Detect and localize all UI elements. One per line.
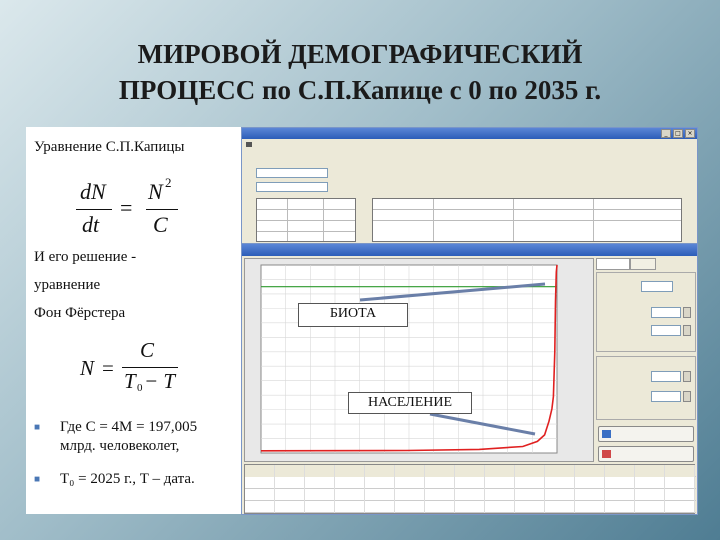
x-min-spinner[interactable] [683, 307, 691, 318]
table-cell[interactable] [515, 489, 545, 501]
table-cell[interactable] [635, 465, 665, 477]
table-cell[interactable] [635, 501, 665, 513]
table-cell[interactable] [245, 477, 275, 489]
grid-line [257, 231, 355, 232]
eq1-rhs-numerator: N [148, 179, 163, 204]
table-cell[interactable] [335, 465, 365, 477]
eq2-fraction-bar [122, 367, 178, 368]
table-cell[interactable] [365, 477, 395, 489]
chart-window[interactable] [241, 243, 698, 515]
eq1-lhs-fraction-bar [76, 209, 112, 210]
kapitsa-equation [76, 175, 196, 249]
table-cell[interactable] [395, 489, 425, 501]
bullet-2-text: T₀ = 2025 г., T – дата. [60, 471, 195, 487]
param-field-2[interactable] [256, 182, 328, 192]
eq2-den-t0: T [124, 369, 136, 393]
table-cell[interactable] [425, 489, 455, 501]
explanation-column [34, 127, 239, 514]
title-line-2: ПРОЦЕСС по С.П.Капице с 0 по 2035 г. [118, 75, 602, 105]
x-axis-group [596, 272, 696, 352]
save-icon [602, 430, 611, 438]
table-cell[interactable] [395, 465, 425, 477]
table-cell[interactable] [635, 477, 665, 489]
eq2-lhs: N [80, 356, 95, 380]
table-cell[interactable] [395, 501, 425, 513]
eq1-lhs-denominator: dt [82, 212, 100, 237]
table-cell[interactable] [365, 465, 395, 477]
table-cell[interactable] [335, 489, 365, 501]
table-cell[interactable] [275, 489, 305, 501]
table-cell[interactable] [275, 477, 305, 489]
table-cell[interactable] [425, 465, 455, 477]
table-cell[interactable] [305, 501, 335, 513]
biota-callout: БИОТА [298, 303, 408, 327]
table-cell[interactable] [515, 501, 545, 513]
grid-line [257, 220, 355, 221]
eq2-numerator: C [140, 338, 155, 362]
y-min-spinner[interactable] [683, 371, 691, 382]
table-cell[interactable] [305, 465, 335, 477]
table-cell[interactable] [575, 477, 605, 489]
print-chart-button[interactable] [598, 446, 694, 462]
table-cell[interactable] [485, 501, 515, 513]
table-cell[interactable] [665, 477, 695, 489]
table-cell[interactable] [545, 477, 575, 489]
color-select[interactable] [641, 281, 673, 292]
minimize-button[interactable]: _ [661, 129, 671, 138]
table-cell[interactable] [425, 501, 455, 513]
table-cell[interactable] [455, 489, 485, 501]
table-row [245, 501, 696, 513]
tab-settings[interactable] [596, 258, 630, 270]
grid-line [373, 220, 681, 221]
background-window-titlebar[interactable] [242, 128, 697, 139]
bullet-item-1 [34, 419, 239, 459]
tab-secondary[interactable] [630, 258, 656, 270]
table-cell[interactable] [455, 501, 485, 513]
slide-title [0, 36, 720, 108]
table-cell[interactable] [245, 501, 275, 513]
close-button[interactable]: × [685, 129, 695, 138]
table-cell[interactable] [515, 477, 545, 489]
grid-line [257, 209, 355, 210]
solution-text-3: Фон Фёрстера [34, 305, 126, 321]
table-cell[interactable] [365, 489, 395, 501]
table-cell[interactable] [665, 489, 695, 501]
table-cell[interactable] [575, 489, 605, 501]
table-cell[interactable] [275, 465, 305, 477]
table-cell[interactable] [635, 489, 665, 501]
table-cell[interactable] [545, 489, 575, 501]
table-cell[interactable] [605, 501, 635, 513]
background-app-window[interactable] [241, 127, 698, 245]
population-callout: НАСЕЛЕНИЕ [348, 392, 472, 414]
grid-line [513, 199, 514, 241]
table-cell[interactable] [605, 489, 635, 501]
data-table[interactable] [244, 464, 695, 514]
maximize-button[interactable]: □ [673, 129, 683, 138]
eq2-den-rest: − T [144, 369, 176, 393]
table-cell[interactable] [545, 465, 575, 477]
table-cell[interactable] [485, 477, 515, 489]
print-icon [602, 450, 611, 458]
table-cell[interactable] [395, 477, 425, 489]
table-cell[interactable] [365, 501, 395, 513]
equation-heading: Уравнение С.П.Капицы [34, 139, 185, 155]
background-input-grid[interactable] [256, 198, 356, 242]
table-row [245, 489, 696, 501]
eq1-rhs-exponent: 2 [165, 175, 172, 190]
x-max-spinner[interactable] [683, 325, 691, 336]
table-cell[interactable] [455, 465, 485, 477]
param-field-1[interactable] [256, 168, 328, 178]
table-cell[interactable] [425, 477, 455, 489]
chart-plot-area [244, 258, 594, 462]
y-max-spinner[interactable] [683, 391, 691, 402]
eq1-rhs-denominator: C [153, 212, 168, 237]
table-cell[interactable] [245, 465, 275, 477]
table-cell[interactable] [665, 465, 695, 477]
table-cell[interactable] [605, 477, 635, 489]
table-cell[interactable] [575, 465, 605, 477]
bullet-item-2 [34, 471, 239, 493]
eq1-equals: = [120, 195, 133, 220]
table-cell[interactable] [455, 477, 485, 489]
solution-text-1: И его решение - [34, 249, 137, 265]
table-cell[interactable] [605, 465, 635, 477]
grid-line [373, 209, 681, 210]
table-row [245, 465, 696, 477]
table-cell[interactable] [275, 501, 305, 513]
table-cell[interactable] [575, 501, 605, 513]
table-row [245, 477, 696, 489]
population-chart [245, 259, 595, 463]
grid-line [593, 199, 594, 241]
grid-line [323, 199, 324, 241]
x-max-field[interactable] [651, 325, 681, 336]
table-cell[interactable] [305, 489, 335, 501]
eq2-den-subscript: 0 [137, 382, 143, 394]
table-cell[interactable] [485, 465, 515, 477]
bullet-1-line-1: Где С = 4М = 197,005 [60, 419, 198, 435]
bullet-marker-icon: ■ [34, 474, 41, 485]
menu-icon[interactable] [246, 142, 252, 147]
y-max-field[interactable] [651, 391, 681, 402]
grid-line [287, 199, 288, 241]
bullet-marker-icon: ■ [34, 422, 41, 433]
y-axis-group [596, 356, 696, 420]
chart-settings-panel [596, 258, 696, 468]
table-cell[interactable] [245, 489, 275, 501]
table-cell[interactable] [545, 501, 575, 513]
table-cell[interactable] [665, 501, 695, 513]
table-cell[interactable] [305, 477, 335, 489]
table-cell[interactable] [485, 489, 515, 501]
table-cell[interactable] [335, 477, 365, 489]
background-result-grid[interactable] [372, 198, 682, 242]
solution-text-2: уравнение [34, 277, 101, 293]
eq1-lhs-numerator: dN [80, 179, 106, 204]
grid-line [433, 199, 434, 241]
table-cell[interactable] [335, 501, 365, 513]
eq1-rhs-fraction-bar [146, 209, 178, 210]
eq2-equals: = [102, 356, 114, 380]
x-min-field[interactable] [651, 307, 681, 318]
table-cell[interactable] [515, 465, 545, 477]
save-chart-button[interactable] [598, 426, 694, 442]
bullet-1-line-2: млрд. человеколет, [60, 438, 180, 454]
chart-window-titlebar[interactable] [242, 244, 697, 256]
foerster-equation [80, 338, 210, 412]
title-line-1: МИРОВОЙ ДЕМОГРАФИЧЕСКИЙ [137, 39, 583, 69]
y-min-field[interactable] [651, 371, 681, 382]
